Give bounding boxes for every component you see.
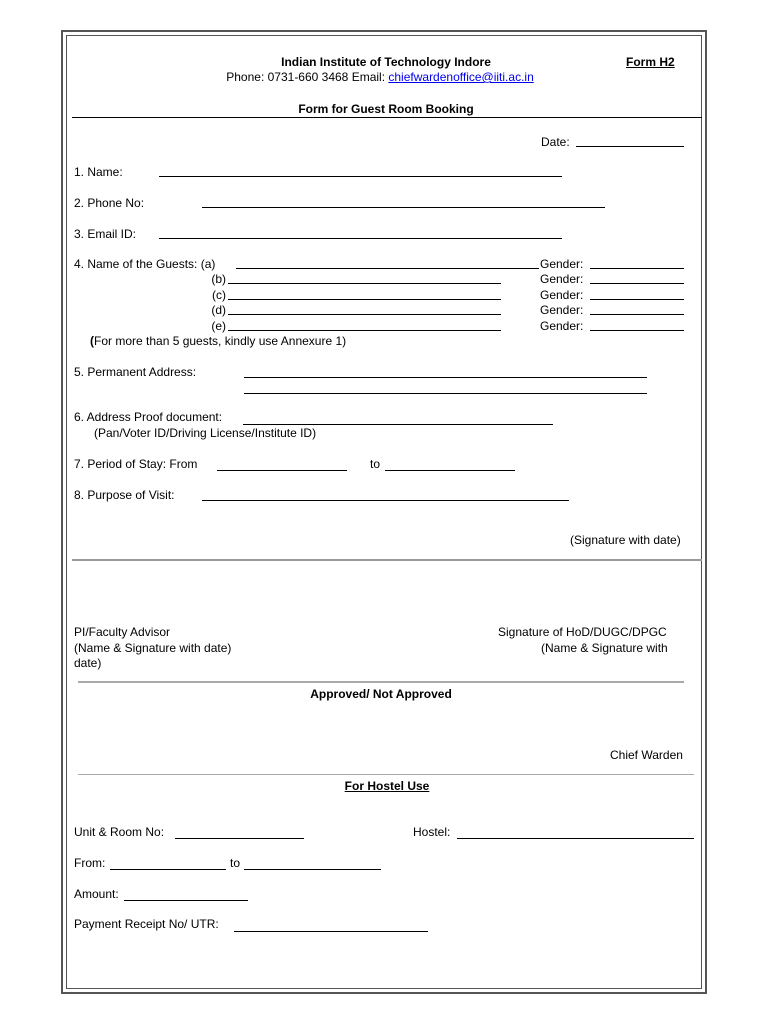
guest-a-field[interactable] (236, 268, 539, 269)
email-field[interactable] (159, 238, 562, 239)
unit-room-field[interactable] (175, 838, 304, 839)
guests-note-paren: ( (90, 334, 94, 348)
contact-line (200, 70, 560, 84)
guest-e-field[interactable] (228, 330, 501, 331)
hod-line2: (Name & Signature with (541, 641, 668, 655)
approval-divider (78, 681, 684, 683)
form-title: Form for Guest Room Booking (298, 102, 474, 116)
hostel-divider (78, 774, 694, 775)
hod-title: Signature of HoD/DUGC/DPGC (498, 625, 667, 639)
hostel-from-field[interactable] (110, 869, 226, 870)
hostel-label: Hostel: (413, 825, 451, 839)
phone-field[interactable] (202, 207, 605, 208)
hostel-to-field[interactable] (244, 869, 381, 870)
gender-b-label: Gender: (540, 272, 584, 286)
gender-c-field[interactable] (590, 299, 684, 300)
proof-field[interactable] (243, 424, 553, 425)
guest-e-label: (e) (211, 319, 226, 333)
phone-text: Phone: 0731-660 3468 Email: (226, 70, 389, 84)
gender-e-field[interactable] (590, 330, 684, 331)
advisor-title: PI/Faculty Advisor (74, 625, 171, 639)
guest-d-label: (d) (211, 303, 226, 317)
hostel-use-heading: For Hostel Use (344, 779, 430, 793)
address-field-line2[interactable] (244, 393, 647, 394)
gender-e-label: Gender: (540, 319, 584, 333)
guest-c-field[interactable] (228, 299, 501, 300)
guests-label: 4. Name of the Guests: (a) (74, 257, 216, 271)
stay-from-field[interactable] (217, 470, 347, 471)
applicant-signature-label: (Signature with date) (570, 533, 681, 547)
proof-label: 6. Address Proof document: (74, 410, 223, 424)
gender-c-label: Gender: (540, 288, 584, 302)
stay-from-label: 7. Period of Stay: From (74, 457, 198, 471)
email-label: 3. Email ID: (74, 227, 137, 241)
proof-hint: (Pan/Voter ID/Driving License/Institute ID) (94, 426, 317, 440)
gender-a-field[interactable] (590, 268, 684, 269)
advisor-line2: (Name & Signature with date) (74, 641, 232, 655)
guests-note-text: For more than 5 guests, kindly use Annexure 1) (94, 334, 347, 348)
guest-b-label: (b) (211, 272, 226, 286)
name-label: 1. Name: (74, 165, 123, 179)
guest-b-field[interactable] (228, 283, 501, 284)
address-field-line1[interactable] (244, 377, 647, 378)
amount-label: Amount: (74, 887, 119, 901)
institute-name: Indian Institute of Technology Indore (281, 55, 491, 69)
receipt-field[interactable] (234, 931, 428, 932)
hostel-field[interactable] (457, 838, 694, 839)
gender-a-label: Gender: (540, 257, 584, 271)
stay-to-label: to (370, 457, 381, 471)
approval-status: Approved/ Not Approved (310, 687, 452, 701)
gender-b-field[interactable] (590, 283, 684, 284)
section-divider (72, 559, 702, 561)
purpose-label: 8. Purpose of Visit: (74, 488, 175, 502)
unit-room-label: Unit & Room No: (74, 825, 165, 839)
guest-d-field[interactable] (228, 314, 501, 315)
hostel-to-label: to (230, 856, 241, 870)
name-field[interactable] (159, 176, 562, 177)
amount-field[interactable] (124, 900, 248, 901)
inner-border (66, 35, 702, 989)
receipt-label: Payment Receipt No/ UTR: (74, 917, 219, 931)
advisor-line3: date) (74, 656, 102, 670)
hostel-from-label: From: (74, 856, 106, 870)
date-label: Date: (541, 135, 570, 149)
form-code: Form H2 (626, 55, 675, 69)
email-link[interactable]: chiefwardenoffice@iiti.ac.in (388, 70, 534, 84)
purpose-field[interactable] (202, 500, 569, 501)
address-label: 5. Permanent Address: (74, 365, 197, 379)
guest-c-label: (c) (212, 288, 226, 302)
stay-to-field[interactable] (385, 470, 515, 471)
gender-d-label: Gender: (540, 303, 584, 317)
gender-d-field[interactable] (590, 314, 684, 315)
guests-note (90, 334, 346, 348)
header-divider (72, 117, 702, 118)
chief-warden-label: Chief Warden (610, 748, 683, 762)
date-field[interactable] (576, 146, 684, 147)
phone-label: 2. Phone No: (74, 196, 145, 210)
